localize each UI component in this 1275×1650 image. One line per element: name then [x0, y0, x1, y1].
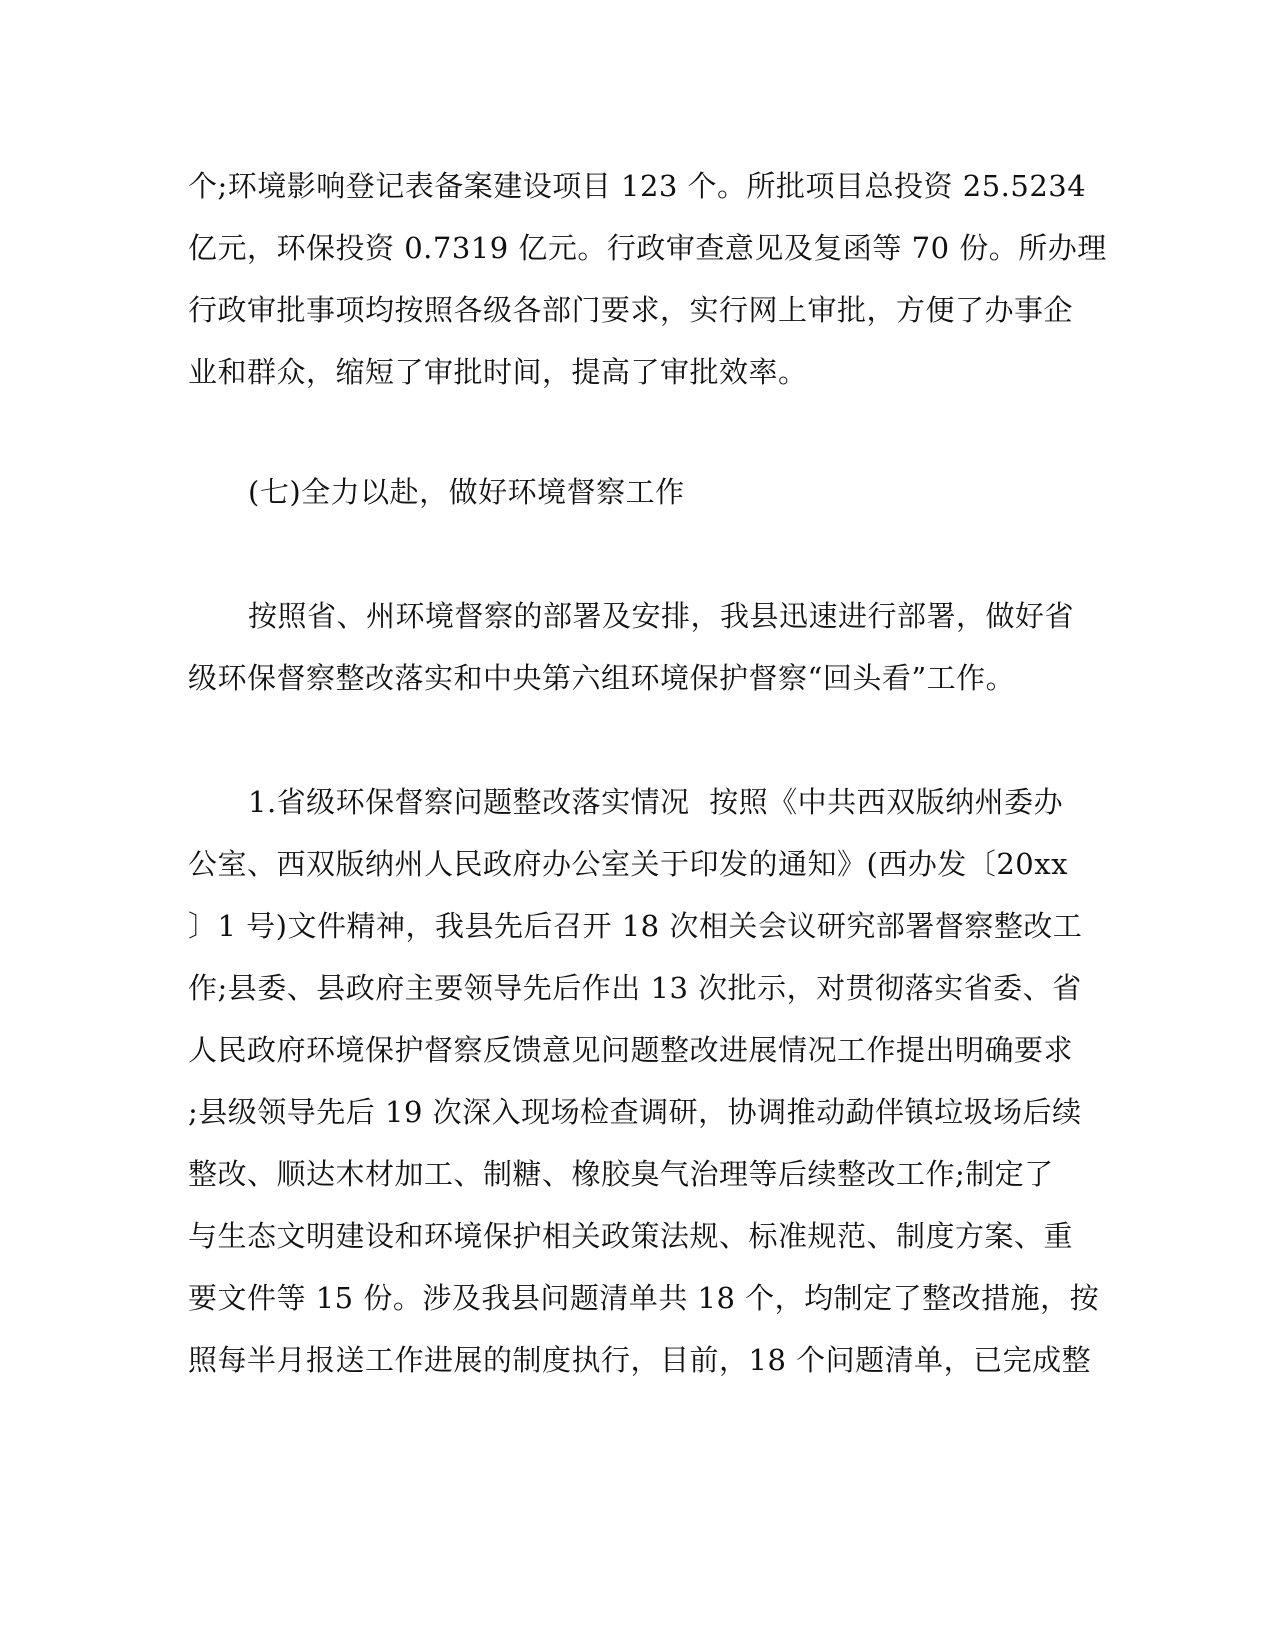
body-text-line: 1.省级环保督察问题整改落实情况 按照《中共西双版纳州委办	[248, 785, 1064, 819]
body-text-line: 〕1 号)文件精神，我县先后召开 18 次相关会议研究部署督察整改工	[188, 909, 1083, 943]
body-text-line: 按照省、州环境督察的部署及安排，我县迅速进行部署，做好省	[248, 599, 1075, 633]
body-text-line: 业和群众，缩短了审批时间，提高了审批效率。	[188, 355, 808, 389]
body-text-line: 作;县委、县政府主要领导先后作出 13 次批示，对贯彻落实省委、省	[188, 971, 1082, 1005]
body-text-line: 个;环境影响登记表备案建设项目 123 个。所批项目总投资 25.5234	[188, 169, 1087, 203]
body-text-line: 级环保督察整改落实和中央第六组环境保护督察“回头看”工作。	[188, 661, 1016, 695]
section-heading: (七)全力以赴，做好环境督察工作	[248, 475, 685, 509]
body-text-line: 要文件等 15 份。涉及我县问题清单共 18 个，均制定了整改措施，按	[188, 1281, 1100, 1315]
body-text-line: 行政审批事项均按照各级各部门要求，实行网上审批，方便了办事企	[188, 293, 1074, 327]
body-text-line: 照每半月报送工作进展的制度执行，目前，18 个问题清单，已完成整	[188, 1343, 1092, 1377]
body-text-line: 人民政府环境保护督察反馈意见问题整改进展情况工作提出明确要求	[188, 1033, 1074, 1067]
body-text-line: ;县级领导先后 19 次深入现场检查调研，协调推动勐伴镇垃圾场后续	[188, 1095, 1082, 1129]
body-text-line: 公室、西双版纳州人民政府办公室关于印发的通知》(西办发〔20xx	[188, 847, 1068, 881]
body-text-line: 亿元，环保投资 0.7319 亿元。行政审查意见及复函等 70 份。所办理	[188, 231, 1107, 265]
body-text-line: 整改、顺达木材加工、制糖、橡胶臭气治理等后续整改工作;制定了	[188, 1157, 1054, 1191]
body-text-line: 与生态文明建设和环境保护相关政策法规、标准规范、制度方案、重	[188, 1219, 1074, 1253]
